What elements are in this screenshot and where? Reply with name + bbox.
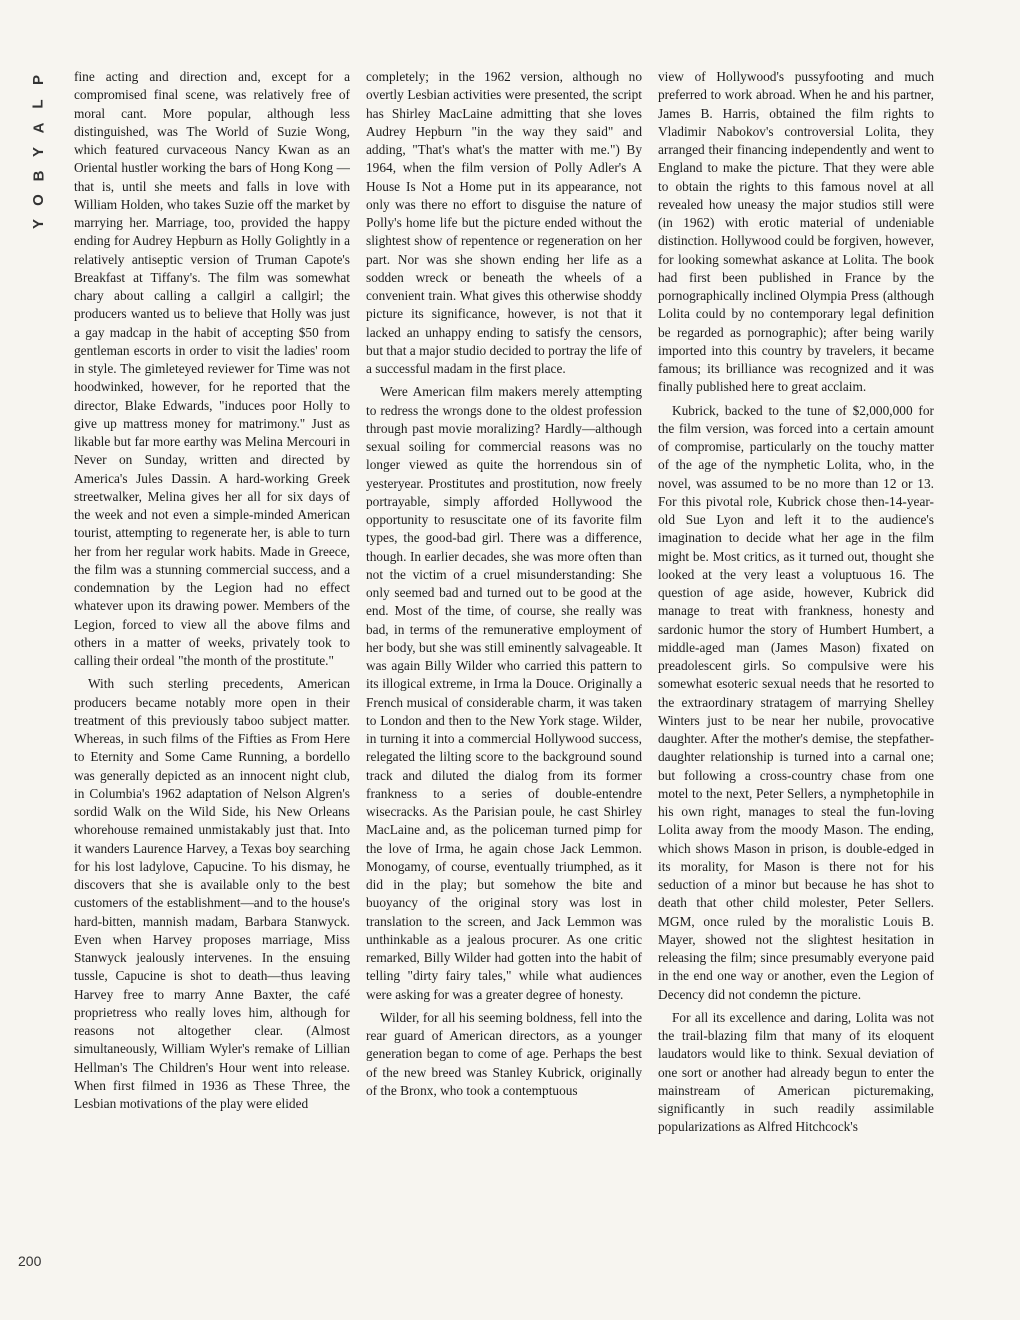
masthead-letter: B: [30, 170, 47, 182]
paragraph: completely; in the 1962 version, although no overtly Lesbian activities were presented, the script has Shirley MacLaine admitting that she loves Audrey Hepburn "in the way they said" and adding, "That's what's the matter with me.") By 1964, when the film version of Polly Adler's A House Is Not a Home put in its appearance, not only was there no effort to disguise the nature of Polly's home life but the picture ended without the slightest show of repentence or regeneration on her part. Nor was she shown ending her life as a sodden wreck or beneath the wheels of a convenient train. What gives this otherwise shoddy picture its significance, however, is not that it lacked an unhappy ending to satisfy the censors, but that a major studio decided to portray the life of a successful madam in the first place.: [366, 69, 642, 376]
masthead-letter: L: [29, 99, 47, 109]
text-column-1: [74, 68, 350, 1288]
paragraph: Were American film makers merely attempting to redress the wrongs done to the oldest profession through past movie moralizing? Hardly—although sexual soiling for commercial reasons was no longer viewed as quite the horrendous sin of yesteryear. Prostitutes and prostitution, now freely portrayable, simply afforded Hollywood the opportunity to resuscitate one of its favorite film types, the good-bad girl. There was a difference, though. In earlier decades, she was more often than not the victim of a cruel misunderstanding: She only seemed bad and turned out to be good at the end. Most of the time, of course, she really was bad, in terms of the remunerative employment of her body, but she was still eminently salvageable. It was again Billy Wilder who carried this pattern to its illogical extreme, in Irma la Douce. Originally a French musical of considerable charm, it was taken to London and then to the New York stage. Wilder, in turning it into a commercial Hollywood success, relegated the lilting score to the background sound track and diluted the dialog from its former frankness to a series of double-entendre wisecracks. As the Parisian poule, he cast Shirley MacLaine and, as the policeman turned pimp for the love of Irma, he again chose Jack Lemmon. Monogamy, of course, eventually triumphed, as it did in the play; but somehow the bite and buoyancy of the original story was lost in translation to the screen, and Jack Lemmon was unthinkable as a jealous procurer. As one critic remarked, Billy Wilder had gotten into the habit of telling "dirty fairy tales," while what audiences were asking for was a greater degree of honesty.: [366, 384, 642, 1002]
page-number: 200: [18, 1253, 42, 1269]
article-body: [74, 68, 934, 1288]
masthead-letter: P: [29, 74, 47, 86]
masthead-letter: A: [30, 122, 47, 134]
paragraph: Kubrick, backed to the tune of $2,000,000 for the film version, was forced into a certain amount of compromise, particularly on the touchy matter of the age of the nymphetic Lolita, who, in the novel, was assumed to be no more than 12 or 13. For this pivotal role, Kubrick chose then-14-year-old Sue Lyon and left it to the audience's imagination to decide what her age in the film might be. Most critics, as it turned out, thought she looked at the very least a voluptuous 16. The question of age aside, however, Kubrick did manage to treat with frankness, honesty and sardonic humor the story of Humbert Humbert, a middle-aged man (James Mason) fixated on preadolescent girls. So compulsive were his somewhat esoteric sexual needs that he resorted to the extraordinary stratagem of marrying Shelley Winters just to be near her nubile, provocative daughter. After the mother's demise, the stepfather-daughter relationship is turned into a carnal one; but following a cross-country chase from one motel to the next, Peter Sellers, a nymphetophile in his own right, manages to steal the fun-loving Lolita away from the moody Mason. The ending, which shows Mason in prison, is double-edged in its morality, for Mason is there not for his seduction of a minor but because he has shot to death that other child molester, Peter Sellers. MGM, once ruled by the moralistic Louis B. Mayer, showed not the slightest hesitation in releasing the film; since presumably everyone paid in the end one way or another, even the Legion of Decency did not condemn the picture.: [658, 402, 934, 1002]
paragraph: With such sterling precedents, American producers became notably more open in their treatment of this previously taboo subject matter. Whereas, in such films of the Fifties as From Here to Eternity and Some Came Running, a bordello was generally depicted as an innocent night club, in Columbia's 1962 adaptation of Nelson Algren's sordid Walk on the Wild Side, his New Orleans whorehouse remained unmistakably just that. Into it wanders Laurence Harvey, a Texas boy searching for his lost ladylove, Capucine. To his dismay, he discovers that she is available only to the best customers of the establishment—and to the house's hard-bitten, mannish madam, Barbara Stanwyck. Even when Harvey proposes marriage, Miss Stanwyck jealously intervenes. In the ensuing tussle, Capucine is shot to death—thus leaving Harvey free to marry Anne Baxter, the café proprietress who really loves him, although for reasons not altogether clear. (Almost simultaneously, William Wyler's remake of Lillian Hellman's The Children's Hour went into release. When first filmed in 1936 as These Three, the Lesbian motivations of the play were elided: [74, 676, 350, 1111]
paragraph: Wilder, for all his seeming boldness, fell into the rear guard of American directors, as a younger generation began to come of age. Perhaps the best of the new breed was Stanley Kubrick, originally of the Bronx, who took a contemptuous: [366, 1009, 642, 1098]
paragraph: view of Hollywood's pussyfooting and much preferred to work abroad. When he and his partner, James B. Harris, obtained the film rights to Vladimir Nabokov's controversial Lolita, they arranged their financing independently and went to England to make the picture. That they were able to obtain the rights to this famous novel at all revealed how uneasy the major studios still were (in 1962) with erotic material of undeniable distinction. Hollywood could be forgiven, however, for looking somewhat askance at Lolita. The book had first been published in France by the pornographically inclined Olympia Press (although Lolita could by no contemporary legal definition be regarded as pornographic); after being warily imported into this country by travelers, it became famous; its brilliance was recognized and it was finally published here to great acclaim.: [658, 69, 934, 395]
text-column-2: [366, 68, 642, 1288]
paragraph: For all its excellence and daring, Lolita was not the trail-blazing film that many of its eloquent laudators would like to think. Sexual deviation of one sort or another had already begun to enter the mainstream of American picturemaking, significantly in such readily assimilable popularizations as Alfred Hitchcock's: [658, 1009, 934, 1135]
magazine-masthead-vertical: [26, 68, 52, 236]
text-column-3: [658, 68, 934, 1288]
masthead-letter: O: [29, 194, 47, 206]
masthead-letter: Y: [29, 146, 47, 158]
masthead-letter: Y: [29, 218, 47, 230]
paragraph: fine acting and direction and, except for a compromised final scene, was relatively free of moral cant. More popular, although less distinguished, was The World of Suzie Wong, which featured curvaceous Nancy Kwan as an Oriental hustler working the bars of Hong Kong —that is, until she meets and falls in love with William Holden, who takes Suzie off the market by marrying her. Marriage, too, provided the happy ending for Audrey Hepburn as Holly Golightly in a relatively antiseptic version of Truman Capote's Breakfast at Tiffany's. The film was somewhat chary about calling a callgirl a callgirl; the producers wanted us to believe that Holly was just a gay madcap in the habit of accepting $50 from gentleman escorts in order to visit the ladies' room in style. The gimleteyed reviewer for Time was not hoodwinked, however, for he reported that the director, Blake Edwards, "induces poor Holly to give up mattress money for matrimony." Just as likable but far more earthy was Melina Mercouri in Never on Sunday, written and directed by America's Jules Dassin. A hard-working Greek streetwalker, Melina gives her all for six days of the week and not even a simple-minded American tourist, attempting to regenerate her, is able to turn her from her regular work habits. Made in Greece, the film was a stunning commercial success, and a condemnation by the Legion had no effect whatever upon its drawing power. Members of the Legion, forced to view all the above films and others in a matter of weeks, privately took to calling their ordeal "the month of the prostitute.": [74, 69, 350, 668]
